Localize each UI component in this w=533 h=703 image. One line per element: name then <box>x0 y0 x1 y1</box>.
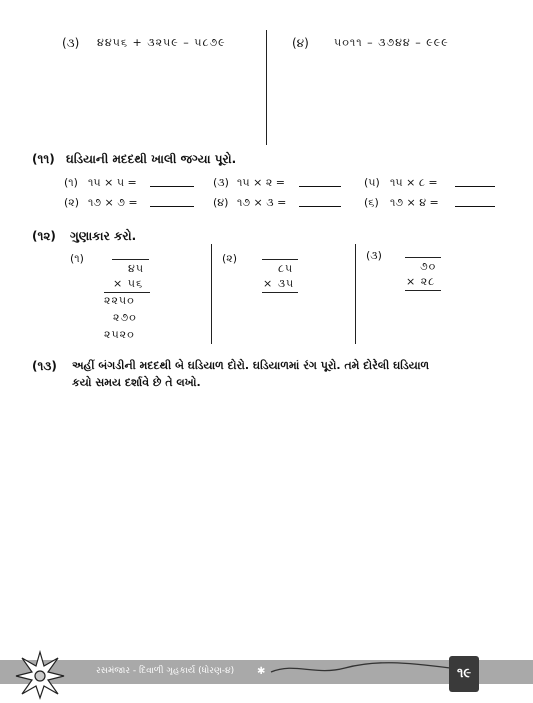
page-number: ૧૯ <box>456 666 472 681</box>
expression: ૪૪૫૬ + ૩૨૫૯ – ૫૮૭૯ <box>97 36 226 49</box>
item-label: (૩) <box>366 249 382 262</box>
product: ૨૫૨૦ <box>104 328 135 341</box>
answer-blank[interactable] <box>150 186 194 187</box>
question-number: (૧૨) <box>32 229 56 243</box>
item-label: (૩) <box>213 176 229 189</box>
answer-blank[interactable] <box>299 206 341 207</box>
rule <box>405 290 441 291</box>
question-text: અહીં બંગડીની મદદથી બે ઘડિયાળ દોરો. ઘડિયાળમાં રંગ પૂરો. તમે દોરેલી ઘડિયાળ <box>72 359 430 372</box>
page-badge <box>449 656 479 692</box>
answer-blank[interactable] <box>455 186 495 187</box>
item-label: (૫) <box>364 176 380 189</box>
expression: ૧૭ × ૪ = <box>390 196 439 209</box>
divider <box>355 244 356 344</box>
question-text: કયો સમય દર્શાવે છે તે લખો. <box>72 376 201 389</box>
item-label: (૧) <box>64 176 78 189</box>
expression: ૧૫ × ૨ = <box>237 176 285 189</box>
expression: ૧૫ × ૮ = <box>390 176 438 189</box>
divider <box>266 30 267 145</box>
rule <box>112 259 149 260</box>
multiplier: × ૩૫ <box>263 277 295 290</box>
rule <box>104 292 150 293</box>
expression: ૫૦૧૧ – ૩૭૪૪ – ૯૯૯ <box>334 36 449 49</box>
multiplier: × ૫૬ <box>113 277 144 290</box>
footer-text: રસમંજાર - દિવાળી ગૃહકાર્ય (ધોરણ-૪) <box>96 666 235 676</box>
rule <box>262 292 298 293</box>
item-label: (૨) <box>222 252 238 265</box>
fuse-decoration <box>255 654 455 684</box>
item-label: (૨) <box>64 196 80 209</box>
question-number: (૧૧) <box>32 152 55 166</box>
expression: ૧૫ × ૫ = <box>88 176 137 189</box>
svg-text:✱: ✱ <box>257 666 266 677</box>
partial-product: ૨૨૫૦ <box>104 294 135 307</box>
firecracker-illustration <box>14 648 66 700</box>
item-label: (૩) <box>62 36 80 50</box>
multiplicand: ૪૫ <box>128 262 145 275</box>
rule <box>262 259 298 260</box>
expression: ૧૭ × ૭ = <box>88 196 138 209</box>
item-label: (૪) <box>292 36 309 50</box>
item-label: (૪) <box>213 196 229 209</box>
rule <box>405 257 441 258</box>
expression: ૧૭ × ૩ = <box>237 196 287 209</box>
item-label: (૧) <box>70 252 84 265</box>
multiplicand: ૭૦ <box>420 260 437 273</box>
answer-blank[interactable] <box>150 206 194 207</box>
answer-blank[interactable] <box>455 206 495 207</box>
multiplier: × ૨૮ <box>406 275 436 288</box>
multiplicand: ૮૫ <box>278 262 294 275</box>
answer-blank[interactable] <box>299 186 341 187</box>
question-title: ગુણાકાર કરો. <box>70 229 137 243</box>
divider <box>211 244 212 344</box>
partial-product: ૨૭૦ <box>113 311 137 324</box>
question-number: (૧૩) <box>32 359 57 373</box>
item-label: (૬) <box>364 196 379 209</box>
question-title: ઘડિયાની મદદથી ખાલી જગ્યા પૂરો. <box>66 152 237 166</box>
